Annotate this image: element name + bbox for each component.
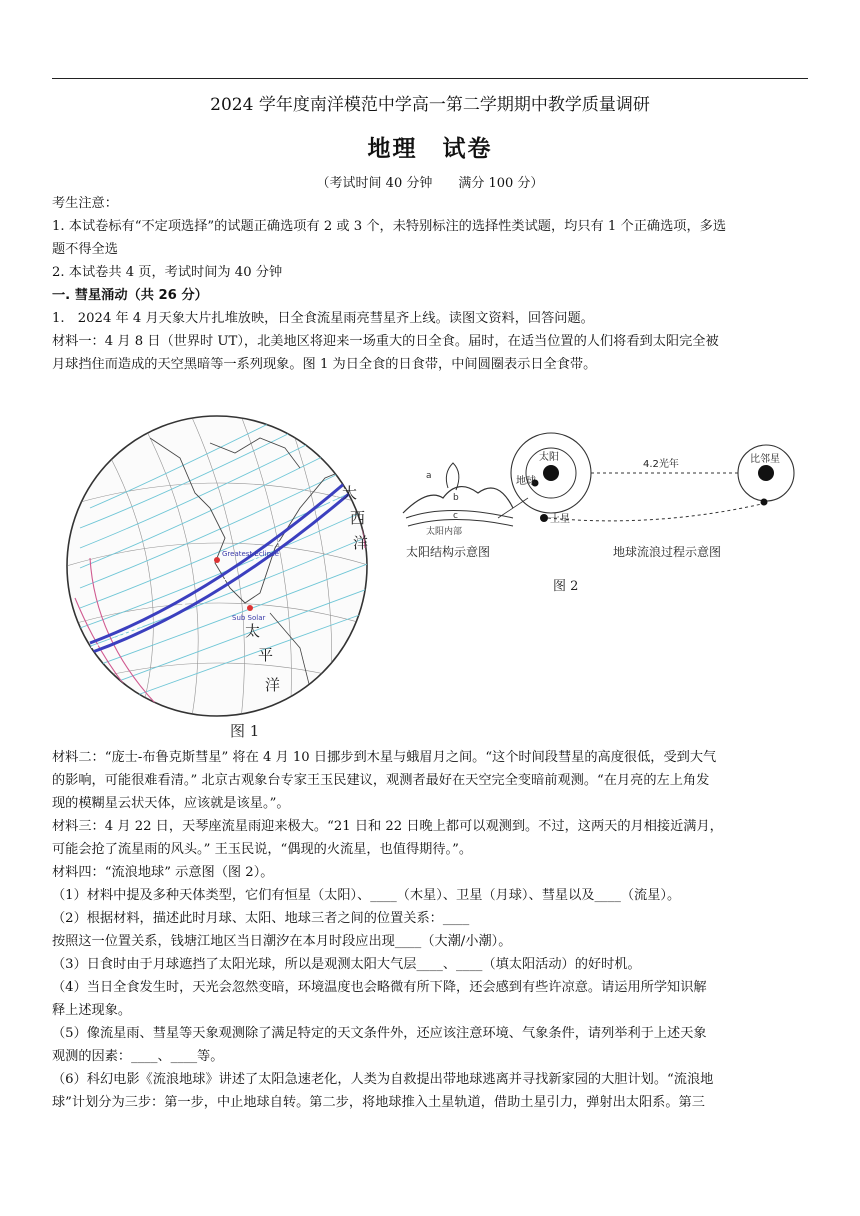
pacific-label-3: 洋 (265, 676, 281, 694)
pacific-label-2: 平 (258, 646, 274, 664)
material-2-line-1: 材料二：“庞士-布鲁克斯彗星” 将在 4 月 10 日挪步到木星与蛾眉月之间。“这个时间段彗星的高度很低，受到大气 (52, 750, 717, 765)
question-1-3: （3）日食时由于月球遮挡了太阳光球，所以是观测太阳大气层____、____（填太阳活动）的好时机。 (52, 957, 641, 972)
question-1-2: （2）根据材料，描述此时月球、太阳、地球三者之间的位置关系：____ (52, 911, 470, 926)
notice-block (52, 192, 808, 376)
material-1-line-2: 月球挡住而造成的天空黑暗等一系列现象。图 1 为日全食的日食带，中间圆圈表示日全食带。 (52, 357, 597, 372)
greatest-eclipse-label: Greatest Eclipse (222, 550, 279, 558)
label-sun-inner: 太阳内部 (426, 527, 463, 537)
question-1-4a: （4）当日全食发生时，天光会忽然变暗，环境温度也会略微有所下降，还会感到有些许凉意。请运用所学知识解 (52, 980, 707, 995)
materials-block (52, 746, 808, 1114)
exam-title: 2024 学年度南洋模范中学高一第二学期期中教学质量调研 (210, 95, 650, 115)
figure-1-caption: 图 1 (230, 722, 260, 740)
sub-solar-marker (247, 605, 253, 611)
question-1-4b: 释上述现象。 (52, 1003, 132, 1018)
question-1-5a: （5）像流星雨、彗星等天象观测除了满足特定的天文条件外，还应该注意环境、气象条件，请列举利于上述天象 (52, 1026, 707, 1041)
material-2-line-3: 现的模糊星云状天体，应该就是该星。”。 (52, 796, 290, 811)
sun-structure-title: 太阳结构示意图 (406, 545, 491, 559)
label-a: a (426, 471, 432, 481)
pacific-label-1: 太 (245, 622, 261, 640)
distance-label: 4.2光年 (643, 459, 679, 470)
section-heading: 一. 彗星涌动（共 26 分） (52, 288, 208, 303)
header-rule (52, 78, 808, 79)
label-c: c (453, 511, 458, 521)
greatest-eclipse-marker (214, 557, 220, 563)
proxima-label: 比邻星 (750, 454, 780, 465)
question-1-1: （1）材料中提及多种天体类型，它们有恒星（太阳）、____（木星）、卫星（月球）、彗星以及____（流星）。 (52, 888, 681, 903)
notice-heading: 考生注意： (52, 196, 118, 211)
sun-label: 太阳 (539, 452, 559, 463)
figure-2-caption: 图 2 (553, 579, 579, 594)
notice-item-1-cont: 题不得全选 (52, 242, 118, 257)
figure-2-wandering-earth (388, 418, 808, 598)
atlantic-label-1: 大 (342, 484, 358, 502)
saturn-dot (540, 514, 548, 522)
figure-1-eclipse-globe (60, 398, 378, 740)
material-3-line-2: 可能会抢了流星雨的风头。” 王玉民说，“偶现的火流星，也值得期待。”。 (52, 842, 473, 857)
material-4: 材料四：“流浪地球” 示意图（图 2）。 (52, 865, 274, 880)
question-1-6b: 球”计划分为三步：第一步，中止地球自转。第二步，将地球推入土星轨道，借助土星引力，弹射出太阳系。第三 (52, 1095, 705, 1110)
question-1-6a: （6）科幻电影《流浪地球》讲述了太阳急速老化，人类为自救提出带地球逃离并寻找新家园的大胆计划。“流浪地 (52, 1072, 714, 1087)
sub-solar-label: Sub Solar (232, 614, 266, 622)
question-1-5b: 观测的因素：____、____等。 (52, 1049, 224, 1064)
earth-label: 地球 (516, 476, 536, 487)
question-1-2b: 按照这一位置关系，钱塘江地区当日潮汐在本月时段应出现____（大潮/小潮）。 (52, 934, 512, 949)
atlantic-label-2: 西 (350, 509, 366, 527)
label-b: b (453, 493, 459, 503)
proxima-dot (758, 465, 774, 481)
notice-item-1: 1. 本试卷标有“不定项选择”的试题正确选项有 2 或 3 个，未特别标注的选择性类试题，均只有 1 个正确选项，多选 (52, 219, 727, 234)
earth-arrival-dot (761, 499, 768, 506)
subject-title: 地理 试卷 (367, 136, 493, 162)
saturn-label: 土星 (550, 514, 570, 525)
earth-wandering-title: 地球流浪过程示意图 (613, 545, 722, 559)
material-2-line-2: 的影响，可能很难看清。” 北京古观象台专家王玉民建议，观测者最好在天空完全变暗前观测。“在月亮的左上角发 (52, 773, 710, 788)
question-1-intro: 1. 2024 年 4 月天象大片扎堆放映，日全食流星雨亮彗星齐上线。读图文资料，回答问题。 (52, 311, 594, 326)
notice-item-2: 2. 本试卷共 4 页，考试时间为 40 分钟 (52, 265, 283, 280)
material-3-line-1: 材料三：4 月 22 日，天琴座流星雨迎来极大。“21 日和 22 日晚上都可以观测到。不过，这两天的月相接近满月， (52, 819, 723, 834)
exam-info: （考试时间 40 分钟 满分 100 分） (316, 176, 544, 191)
sun-dot (543, 465, 559, 481)
atlantic-label-3: 洋 (353, 534, 369, 552)
material-1-line-1: 材料一：4 月 8 日（世界时 UT），北美地区将迎来一场重大的日全食。届时，在适当位置的人们将看到太阳完全被 (52, 334, 719, 349)
